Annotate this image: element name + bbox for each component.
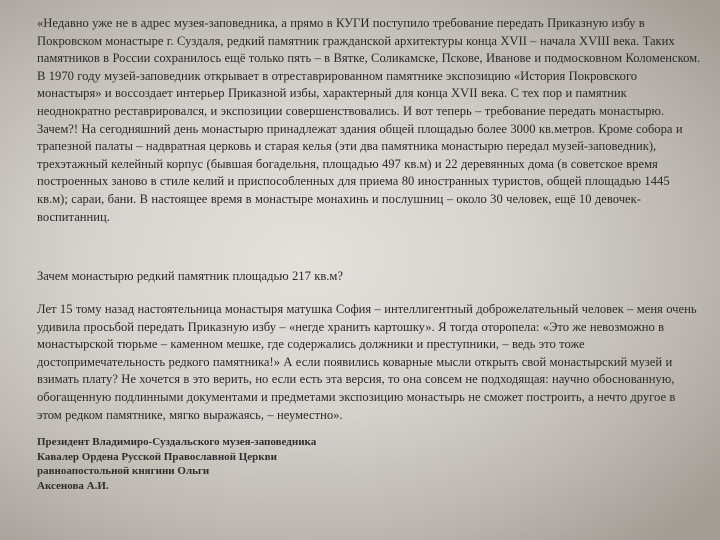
paragraph-2: Зачем монастырю редкий памятник площадью 217 кв.м? bbox=[37, 269, 343, 283]
signature-line-1: Президент Владимиро-Суздальского музея-заповедника bbox=[37, 436, 317, 448]
signature-line-4: Аксенова А.И. bbox=[37, 479, 109, 492]
signature-line-3: равноапостольной княгини Ольги bbox=[37, 465, 210, 477]
signature-line-2: Кавалер Ордена Русской Православной Церкви bbox=[37, 450, 277, 463]
paragraph-1: «Недавно уже не в адрес музея-заповедника, а прямо в КУГИ поступило требование передать Приказную избу в Покровском монастыре г. Суздаля, редкий памятник гражданской архитектуры конца XVII – начала XVIII века. Таких памятников в России сохранилось ещё только пять – в Вятке, Соликамске, Пскове, Иванове и подмосковном Коломенском. В 1970 году музей-заповедник открывает в отреставрированном памятнике экспозицию «История Покровского монастыря» и воссоздает интерьер Приказной избы, характерный для конца XVII века. С тех пор и памятник неоднократно реставрировался, и экспозиции совершенствовались. И вот теперь – требование передать монастырю. Зачем?! На сегодняшний день монастырю принадлежат здания общей площадью более 3000 кв.метров. Кроме собора и трапезной палаты – надвратная церковь и старая келья (эти два памятника монастырю передал музей-заповедник), трехэтажный келейный корпус (бывшая богадельня, площадью 497 кв.м) и 22 деревянных дома (в советское время построенных заново в стиле келий и приспособленных для приема 80 иностранных туристов, общей площадью 1445 кв.м); сараи, бани. В настоящее время в монастыре монахинь и послушниц – около 30 человек, ещё 10 девочек-воспитанниц. bbox=[37, 16, 701, 224]
signature-block bbox=[37, 435, 457, 493]
paragraph-3: Лет 15 тому назад настоятельница монастыря матушка София – интеллигентный доброжелательный человек – меня очень удивила просьбой передать Приказную избу – «негде хранить картошку». Я тогда оторопела: «Это же невозможно в монастырской тюрьме – каменном мешке, где содержались должники и преступники, – ведь это тоже достопримечательность редкого памятника!» А если появились коварные мысли открыть свой монастырский музей и взимать плату? Не хочется в это верить, но если есть эта версия, то она совсем не подходящая: научно обоснованную, обогащенную подлинными документами и предметами экспозицию монастырь не сможет построить, а нечто другое в этом редком памятнике, мягко выражаясь, – неуместно». bbox=[37, 302, 697, 422]
